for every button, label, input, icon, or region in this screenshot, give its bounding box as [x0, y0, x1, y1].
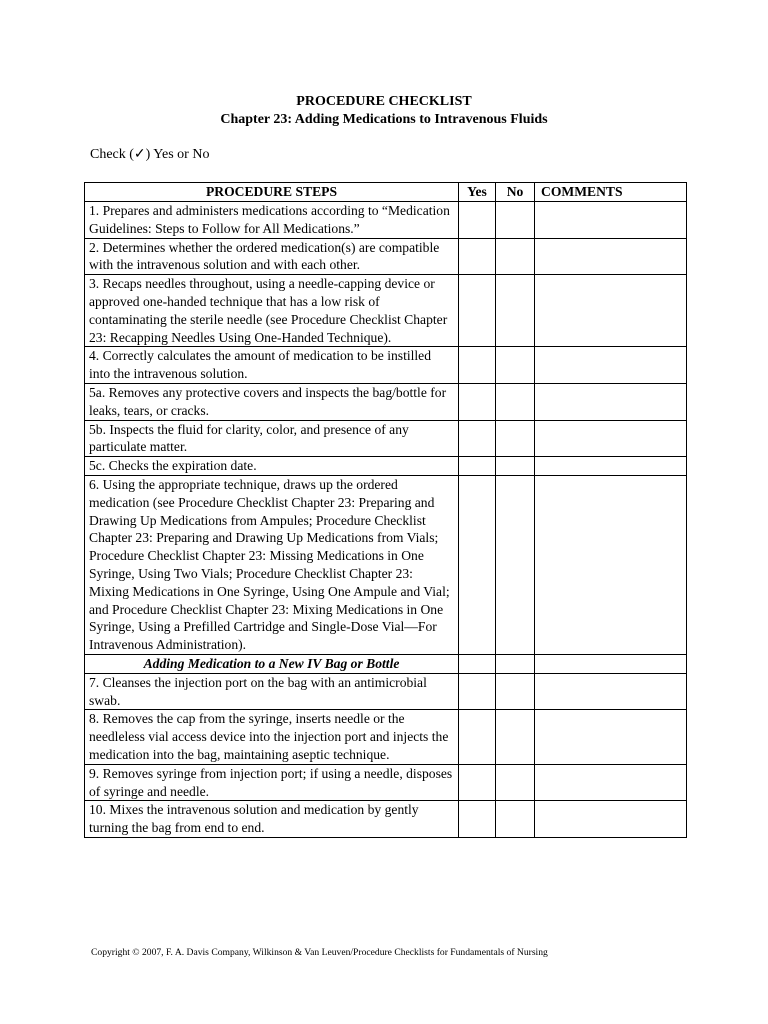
comments-cell[interactable] [535, 202, 687, 239]
table-row [85, 202, 687, 239]
table-row [85, 475, 687, 654]
step-text: 7. Cleanses the injection port on the bag with an antimicrobial swab. [85, 673, 459, 710]
procedure-steps-header: PROCEDURE STEPS [85, 183, 459, 202]
yes-check-cell[interactable] [459, 420, 496, 457]
step-text: 9. Removes syringe from injection port; if using a needle, disposes of syringe and needle. [85, 764, 459, 801]
table-row [85, 275, 687, 347]
step-text: 1. Prepares and administers medications according to “Medication Guidelines: Steps to Follow for All Medications.” [85, 202, 459, 239]
comments-cell[interactable] [535, 347, 687, 384]
step-text: 10. Mixes the intravenous solution and medication by gently turning the bag from end to end. [85, 801, 459, 838]
copyright-footer: Copyright © 2007, F. A. Davis Company, Wilkinson & Van Leuven/Procedure Checklists for Fundamentals of Nursing [91, 947, 548, 958]
no-check-cell[interactable] [496, 801, 535, 838]
no-check-cell [496, 654, 535, 673]
yes-header: Yes [459, 183, 496, 202]
step-text: 3. Recaps needles throughout, using a needle-capping device or approved one-handed technique that has a low risk of contaminating the sterile needle (see Procedure Checklist Chapter 23: Recapping Needles Using One-Handed Technique). [85, 275, 459, 347]
step-text: 5c. Checks the expiration date. [85, 457, 459, 476]
comments-cell[interactable] [535, 764, 687, 801]
comments-cell[interactable] [535, 383, 687, 420]
table-row [85, 457, 687, 476]
yes-check-cell[interactable] [459, 801, 496, 838]
no-check-cell[interactable] [496, 347, 535, 384]
procedure-checklist-table [84, 182, 687, 838]
no-check-cell[interactable] [496, 457, 535, 476]
table-row [85, 801, 687, 838]
page-title: PROCEDURE CHECKLIST [296, 94, 472, 109]
table-row [85, 238, 687, 275]
yes-check-cell[interactable] [459, 202, 496, 239]
yes-check-cell [459, 654, 496, 673]
no-check-cell[interactable] [496, 383, 535, 420]
comments-cell [535, 654, 687, 673]
step-text: 2. Determines whether the ordered medication(s) are compatible with the intravenous solution and with each other. [85, 238, 459, 275]
no-check-cell[interactable] [496, 202, 535, 239]
no-check-cell[interactable] [496, 275, 535, 347]
yes-check-cell[interactable] [459, 764, 496, 801]
table-row [85, 420, 687, 457]
yes-check-cell[interactable] [459, 383, 496, 420]
step-text: 8. Removes the cap from the syringe, inserts needle or the needleless vial access device into the injection port and injects the medication into the bag, maintaining aseptic technique. [85, 710, 459, 764]
yes-check-cell[interactable] [459, 275, 496, 347]
yes-check-cell[interactable] [459, 347, 496, 384]
table-row [85, 710, 687, 764]
comments-cell[interactable] [535, 801, 687, 838]
yes-check-cell[interactable] [459, 475, 496, 654]
comments-cell[interactable] [535, 673, 687, 710]
section-heading: Adding Medication to a New IV Bag or Bottle [85, 654, 459, 673]
yes-check-cell[interactable] [459, 457, 496, 476]
comments-cell[interactable] [535, 710, 687, 764]
step-text: 6. Using the appropriate technique, draws up the ordered medication (see Procedure Checklist Chapter 23: Preparing and Drawing Up Medications from Ampules; Procedure Checklist Chapter 23: Preparing and Drawing Up Medications from Vials; Procedure Checklist Chapter 23: Missing Medications in One Syringe, Using Two Vials; Procedure Checklist Chapter 23: Mixing Medications in One Syringe, Using One Ampule and Vial; and Procedure Checklist Chapter 23: Mixing Medications in One Syringe, Using a Prefilled Cartridge and Single-Dose Vial—For Intravenous Administration). [85, 475, 459, 654]
comments-cell[interactable] [535, 457, 687, 476]
table-header-row [85, 183, 687, 202]
table-row [85, 347, 687, 384]
no-header: No [496, 183, 535, 202]
page-subtitle: Chapter 23: Adding Medications to Intravenous Fluids [220, 112, 548, 127]
no-check-cell[interactable] [496, 475, 535, 654]
no-check-cell[interactable] [496, 673, 535, 710]
table-row [85, 764, 687, 801]
comments-cell[interactable] [535, 238, 687, 275]
yes-check-cell[interactable] [459, 710, 496, 764]
no-check-cell[interactable] [496, 710, 535, 764]
check-instruction: Check (✓) Yes or No [90, 147, 210, 162]
no-check-cell[interactable] [496, 764, 535, 801]
section-row [85, 654, 687, 673]
yes-check-cell[interactable] [459, 673, 496, 710]
no-check-cell[interactable] [496, 238, 535, 275]
step-text: 5b. Inspects the fluid for clarity, color, and presence of any particulate matter. [85, 420, 459, 457]
step-text: 5a. Removes any protective covers and inspects the bag/bottle for leaks, tears, or cracks. [85, 383, 459, 420]
step-text: 4. Correctly calculates the amount of medication to be instilled into the intravenous solution. [85, 347, 459, 384]
comments-cell[interactable] [535, 420, 687, 457]
comments-cell[interactable] [535, 275, 687, 347]
comments-header: COMMENTS [535, 183, 687, 202]
yes-check-cell[interactable] [459, 238, 496, 275]
no-check-cell[interactable] [496, 420, 535, 457]
table-row [85, 673, 687, 710]
table-row [85, 383, 687, 420]
comments-cell[interactable] [535, 475, 687, 654]
